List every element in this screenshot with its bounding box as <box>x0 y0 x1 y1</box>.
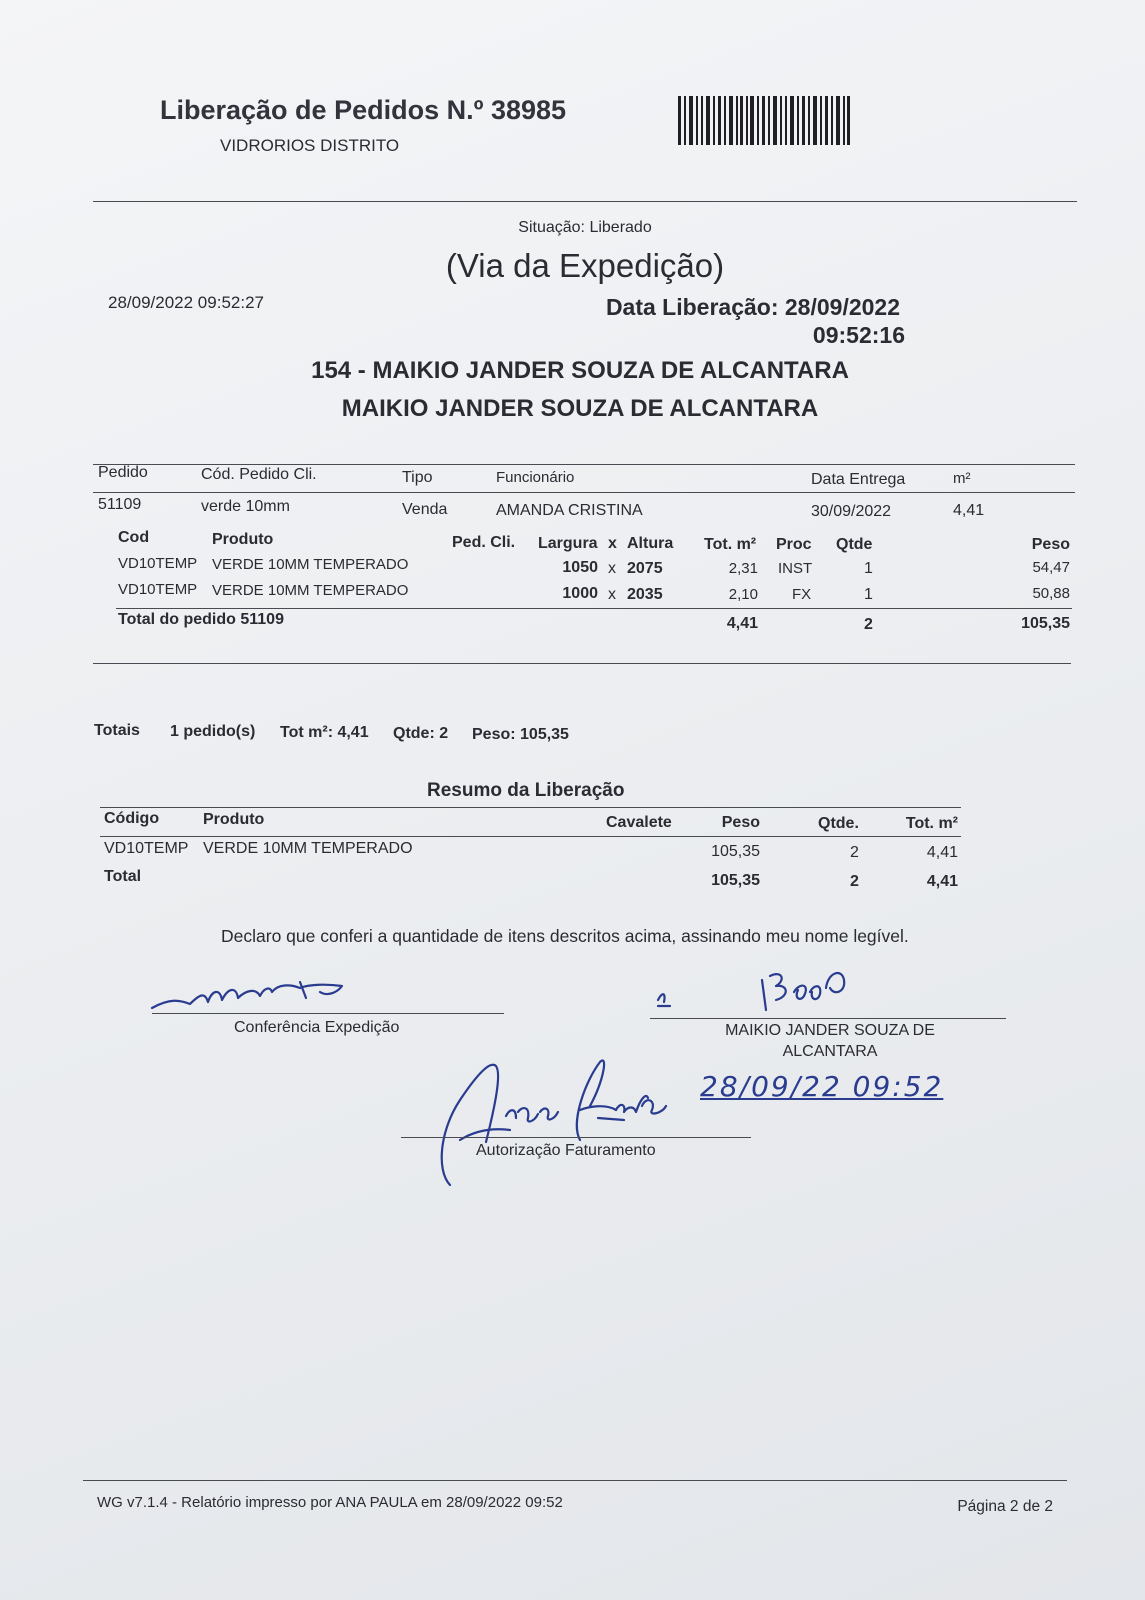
item-altura: 2035 <box>627 586 663 603</box>
order-total-label: Total do pedido 51109 <box>118 611 284 628</box>
col-header-cod: Cod <box>118 529 150 546</box>
header-underline <box>93 492 1075 493</box>
client-code-name: 154 - MAIKIO JANDER SOUZA DE ALCANTARA <box>311 357 849 384</box>
totals-orders: 1 pedido(s) <box>170 723 256 740</box>
table-bottom-line <box>93 663 1071 664</box>
col-header-pedido: Pedido <box>98 464 148 481</box>
order-total-peso: 105,35 <box>1021 615 1070 632</box>
autorizacao-label: Autorização Faturamento <box>476 1142 656 1159</box>
summary-peso: 105,35 <box>711 843 760 860</box>
summary-codigo: VD10TEMP <box>104 840 189 857</box>
col-header-data-entrega: Data Entrega <box>811 471 906 488</box>
item-produto: VERDE 10MM TEMPERADO <box>212 556 409 573</box>
summary-total-tot-m2: 4,41 <box>926 873 958 890</box>
item-qtde: 1 <box>864 586 873 603</box>
summary-total-peso: 105,35 <box>711 872 760 889</box>
totals-peso: Peso: 105,35 <box>472 726 569 743</box>
summary-col-cavalete: Cavalete <box>606 814 672 831</box>
item-x: x <box>608 586 616 603</box>
pedido-number: 51109 <box>98 496 142 513</box>
summary-total-qtde: 2 <box>850 873 859 890</box>
release-time: 09:52:16 <box>812 322 905 348</box>
data-entrega-value: 30/09/2022 <box>811 503 892 520</box>
col-header-ped-cli: Ped. Cli. <box>452 534 516 551</box>
subtotal-line <box>116 608 1072 609</box>
signature-cliente <box>650 962 860 1018</box>
signature-line-cliente <box>650 1018 1006 1019</box>
company-name: VIDRORIOS DISTRITO <box>220 136 400 155</box>
release-date: Data Liberação: 28/09/2022 <box>605 294 900 320</box>
summary-tot-m2: 4,41 <box>926 844 958 861</box>
item-largura: 1050 <box>562 559 598 576</box>
summary-col-tot-m2: Tot. m² <box>905 815 958 832</box>
item-peso: 54,47 <box>1032 559 1070 576</box>
summary-col-qtde: Qtde. <box>818 815 859 832</box>
item-x: x <box>608 560 616 577</box>
funcionario-value: AMANDA CRISTINA <box>496 502 643 519</box>
header-divider <box>93 201 1077 202</box>
item-cod: VD10TEMP <box>118 581 198 598</box>
summary-col-produto: Produto <box>203 811 265 828</box>
totals-label: Totais <box>94 722 140 739</box>
item-peso: 50,88 <box>1032 585 1070 602</box>
col-header-peso: Peso <box>1031 536 1070 553</box>
cliente-label-line1: MAIKIO JANDER SOUZA DE <box>725 1022 935 1039</box>
col-header-cod-pedido-cli: Cód. Pedido Cli. <box>201 466 317 483</box>
signature-line-autorizacao <box>401 1137 751 1138</box>
summary-col-codigo: Código <box>104 810 160 827</box>
client-name: MAIKIO JANDER SOUZA DE ALCANTARA <box>341 395 819 422</box>
order-total-qtde: 2 <box>864 616 873 633</box>
summary-total-label: Total <box>104 868 142 885</box>
report-info: WG v7.1.4 - Relatório impresso por ANA PAULA em 28/09/2022 09:52 <box>97 1494 563 1511</box>
col-header-altura: Altura <box>627 535 674 552</box>
col-header-qtde: Qtde <box>836 536 873 553</box>
footer-divider <box>83 1480 1067 1481</box>
totals-m2: Tot m²: 4,41 <box>280 724 369 741</box>
print-datetime: 28/09/2022 09:52:27 <box>108 293 264 312</box>
item-altura: 2075 <box>627 560 663 577</box>
signature-autorizacao <box>430 1050 680 1190</box>
summary-produto: VERDE 10MM TEMPERADO <box>203 840 413 857</box>
summary-title: Resumo da Liberação <box>427 780 625 801</box>
summary-col-peso: Peso <box>721 814 760 831</box>
barcode <box>678 96 850 145</box>
table-top-line <box>93 464 1075 465</box>
item-produto: VERDE 10MM TEMPERADO <box>212 582 409 599</box>
summary-header-underline <box>100 836 961 837</box>
item-tot-m2: 2,31 <box>728 560 758 577</box>
item-proc: FX <box>792 586 812 603</box>
signature-line-conferencia <box>152 1013 504 1014</box>
col-header-tipo: Tipo <box>402 469 433 486</box>
item-largura: 1000 <box>562 585 598 602</box>
order-total-m2: 4,41 <box>726 615 758 632</box>
conferencia-label: Conferência Expedição <box>234 1019 400 1036</box>
tipo-value: Venda <box>402 501 448 518</box>
col-header-largura: Largura <box>538 535 598 552</box>
cod-pedido-cli: verde 10mm <box>201 498 290 515</box>
page-number: Página 2 de 2 <box>957 1498 1053 1515</box>
col-header-x: x <box>608 535 617 552</box>
col-header-funcionario: Funcionário <box>496 469 575 486</box>
cliente-label-line2: ALCANTARA <box>782 1043 878 1060</box>
col-header-m2: m² <box>953 470 971 487</box>
status-text: Situação: Liberado <box>518 219 652 236</box>
summary-top-line <box>100 807 961 808</box>
item-qtde: 1 <box>864 560 873 577</box>
item-proc: INST <box>778 560 813 577</box>
m2-value: 4,41 <box>953 502 985 519</box>
item-tot-m2: 2,10 <box>728 586 758 603</box>
col-header-produto: Produto <box>212 531 274 548</box>
signature-conferencia <box>150 978 360 1018</box>
totals-qtde: Qtde: 2 <box>393 725 449 742</box>
item-cod: VD10TEMP <box>118 555 198 572</box>
document-title: Liberação de Pedidos N.º 38985 <box>160 95 567 125</box>
summary-qtde: 2 <box>850 844 859 861</box>
declaration-text: Declaro que conferi a quantidade de itens descritos acima, assinando meu nome legível. <box>221 926 909 946</box>
col-header-tot-m2: Tot. m² <box>704 536 757 553</box>
via-label: (Via da Expedição) <box>445 247 725 284</box>
col-header-proc: Proc <box>776 536 812 553</box>
handwritten-date: 28/09/22 09:52 <box>700 1070 944 1103</box>
